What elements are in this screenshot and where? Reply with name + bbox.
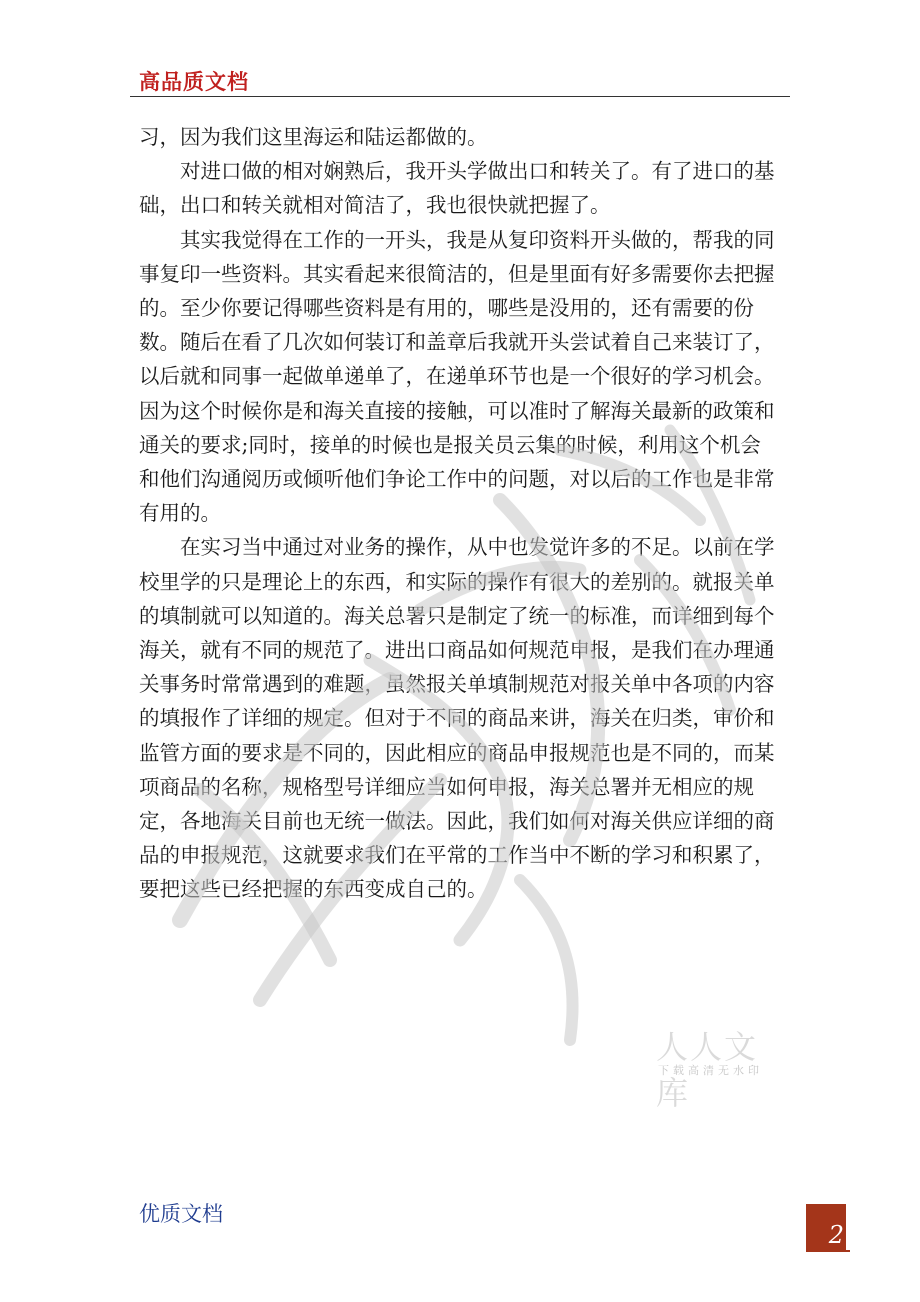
header-title: 高品质文档 [139,70,249,94]
header-divider [130,96,790,97]
watermark-logo-subtext: 下载高清无水印 [658,1064,763,1077]
watermark-logo [648,1022,788,1112]
page-number: 2 [828,1221,844,1249]
page-number-badge [806,1204,846,1250]
paragraph-3: 其实我觉得在工作的一开头，我是从复印资料开头做的，帮我的同事复印一些资料。其实看起来很简洁的，但是里面有好多需要你去把握的。至少你要记得哪些资料是有用的，哪些是没用的，还有需要的份数。随后在看了几次如何装订和盖章后我就开头尝试着自己来装订了，以后就和同事一起做单递单了，在递单环节也是一个很好的学习机会。因为这个时候你是和海关直接的接触，可以准时了解海关最新的政策和通关的要求;同时，接单的时候也是报关员云集的时候，利用这个机会和他们沟通阅历或倾听他们争论工作中的问题，对以后的工作也是非常有用的。 [139,227,775,526]
page-badge-underline [806,1250,850,1252]
paragraph-4: 在实习当中通过对业务的操作，从中也发觉许多的不足。以前在学校里学的只是理论上的东西，和实际的操作有很大的差别的。就报关单的填制就可以知道的。海关总署只是制定了统一的标准，而详细到每个海关，就有不同的规范了。进出口商品如何规范申报，是我们在办理通关事务时常常遇到的难题，虽然报关单填制规范对报关单中各项的内容的填报作了详细的规定。但对于不同的商品来讲，海关在归类，审价和监管方面的要求是不同的，因此相应的商品申报规范也是不同的，而某项商品的名称，规格型号详细应当如何申报，海关总署并无相应的规定，各地海关目前也无统一做法。因此，我们如何对海关供应详细的商品的申报规范，这就要求我们在平常的工作当中不断的学习和积累了，要把这些已经把握的东西变成自己的。 [139,535,775,902]
document-body [139,120,775,907]
watermark-logo-text: 人人文库 [656,1028,759,1112]
paragraph-2: 对进口做的相对娴熟后，我开头学做出口和转关了。有了进口的基础，出口和转关就相对简洁了，我也很快就把握了。 [139,159,775,218]
paragraph-1: 习，因为我们这里海运和陆运都做的。 [139,125,488,149]
footer-title: 优质文档 [139,1202,223,1226]
